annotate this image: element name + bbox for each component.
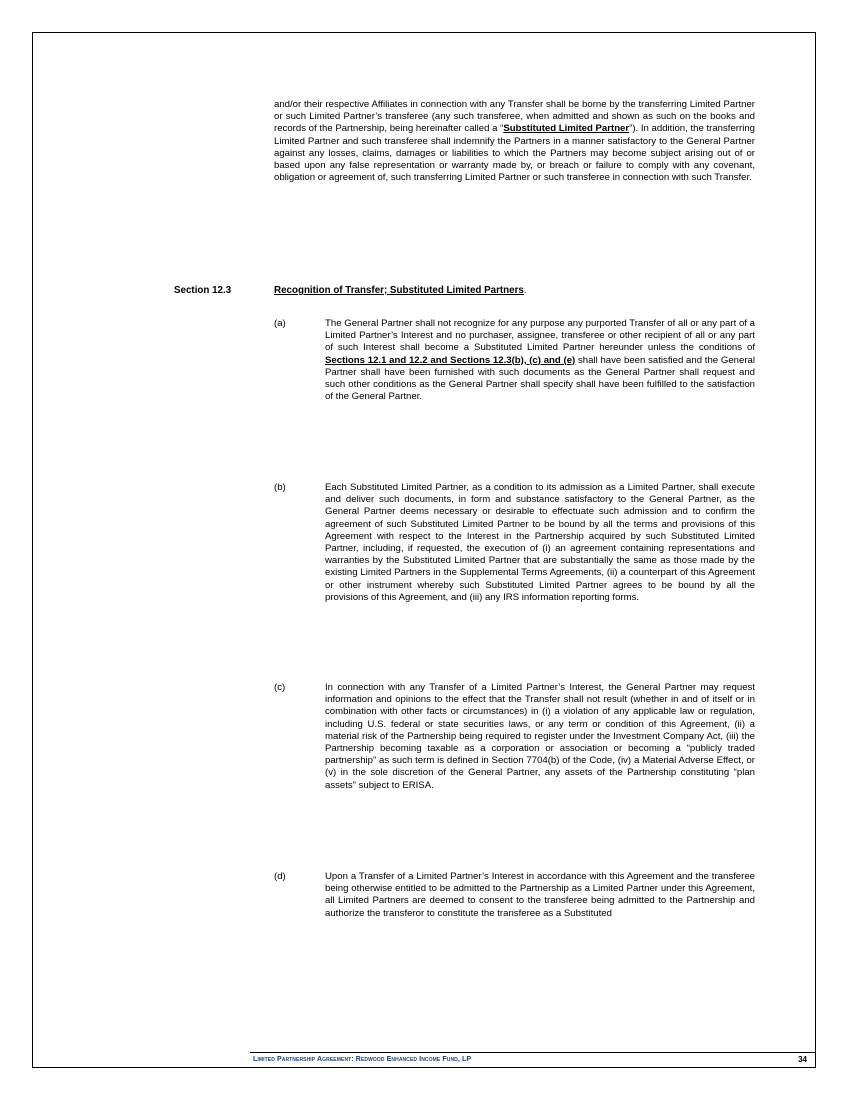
item-a-text xyxy=(325,318,755,403)
page-footer xyxy=(250,1052,815,1066)
intro-text-start: and/or their respective Affiliates in connection with any Transfer shall be borne by the transferring Limited Partner or such Limited Partner’s transferee (any such transferee, when admitted and shown as such on the books and records of the Partnership, being hereinafter called a “ xyxy=(274,99,755,135)
footer-title: Limited Partnership Agreement: Redwood Enhanced Income Fund, LP xyxy=(253,1056,472,1063)
item-c-label: (c) xyxy=(274,682,286,693)
item-d-text: Upon a Transfer of a Limited Partner’s Interest in accordance with this Agreement and the transferee being otherwise entitled to be admitted to the Partnership as a Limited Partner under this Agreement, all Limited Partners are deemed to consent to the transferee being admitted to the Partnership and authorize the transferor to constitute the transferee as a Substituted xyxy=(325,871,755,919)
section-number: Section 12.3 xyxy=(174,285,232,296)
item-a-section-ref: Sections 12.1 and 12.2 and Sections 12.3(b), (c) and (e) xyxy=(325,354,576,366)
page-number: 34 xyxy=(798,1055,807,1064)
defined-term: Substituted Limited Partner xyxy=(503,123,630,135)
item-a-text-end: shall have been satisfied and the General Partner shall have been furnished with such documents as the General Partner shall request and such other conditions as the General Partner shall specify shall have been fulfilled to the satisfaction of the General Partner. xyxy=(325,354,755,403)
intro-text-end: ”). In addition, the transferring Limited Partner and such transferee shall indemnify the Partners in a manner satisfactory to the General Partner against any losses, claims, damages or liabilities to which the Partners may become subject arising out of or based upon any false representation or warranty made by, or breach or failure to comply with any covenant, obligation or agreement of, such transferring Limited Partner or such transferee in connection with such Transfer. xyxy=(274,123,755,184)
intro-paragraph xyxy=(274,99,755,184)
item-c-text: In connection with any Transfer of a Limited Partner’s Interest, the General Partner may request information and opinions to the effect that the Transfer shall not result (whether in and of itself or in combination with other facts or circumstances) in (i) a violation of any applicable law or regulation, including U.S. federal or state securities laws, or any term or condition of this Agreement, (ii) a material risk of the Partnership being required to register under the Investment Company Act, (iii) the Partnership becoming taxable as a corporation or association or becoming a “publicly traded partnership” as such term is defined in Section 7704(b) of the Code, (iv) a Material Adverse Effect, or (v) in the sole discretion of the General Partner, any assets of the Partnership constituting “plan assets” subject to ERISA. xyxy=(325,682,755,791)
item-a-text-start: The General Partner shall not recognize for any purpose any purported Transfer of all or any part of a Limited Partner’s Interest and no purchaser, assignee, transferee or other recipient of all or any part of such Interest shall become a Substituted Limited Partner hereunder unless the conditions of xyxy=(325,318,755,354)
item-d-label: (d) xyxy=(274,871,286,882)
section-title xyxy=(274,285,527,296)
item-b-label: (b) xyxy=(274,482,286,493)
section-title-text: Recognition of Transfer; Substituted Limited Partners xyxy=(274,285,524,296)
section-title-suffix: . xyxy=(523,285,527,296)
item-b-text: Each Substituted Limited Partner, as a condition to its admission as a Limited Partner, shall execute and deliver such documents, in form and substance satisfactory to the General Partner, as the General Partner deems necessary or desirable to effectuate such admission and to confirm the agreement of such Substituted Limited Partner to be bound by all the terms and provisions of this Agreement with respect to the Interest in the Partnership acquired by such Substituted Limited Partner, including, if requested, the execution of (i) an agreement containing representations and warranties by the Substituted Limited Partner that are substantially the same as those made by the existing Limited Partners in the Supplemental Terms Agreements, (ii) a counterpart of this Agreement or other instrument whereby such Substituted Limited Partner agrees to be bound by all the provisions of this Agreement, and (iii) any IRS information reporting forms. xyxy=(325,482,755,603)
item-a-label: (a) xyxy=(274,318,286,329)
